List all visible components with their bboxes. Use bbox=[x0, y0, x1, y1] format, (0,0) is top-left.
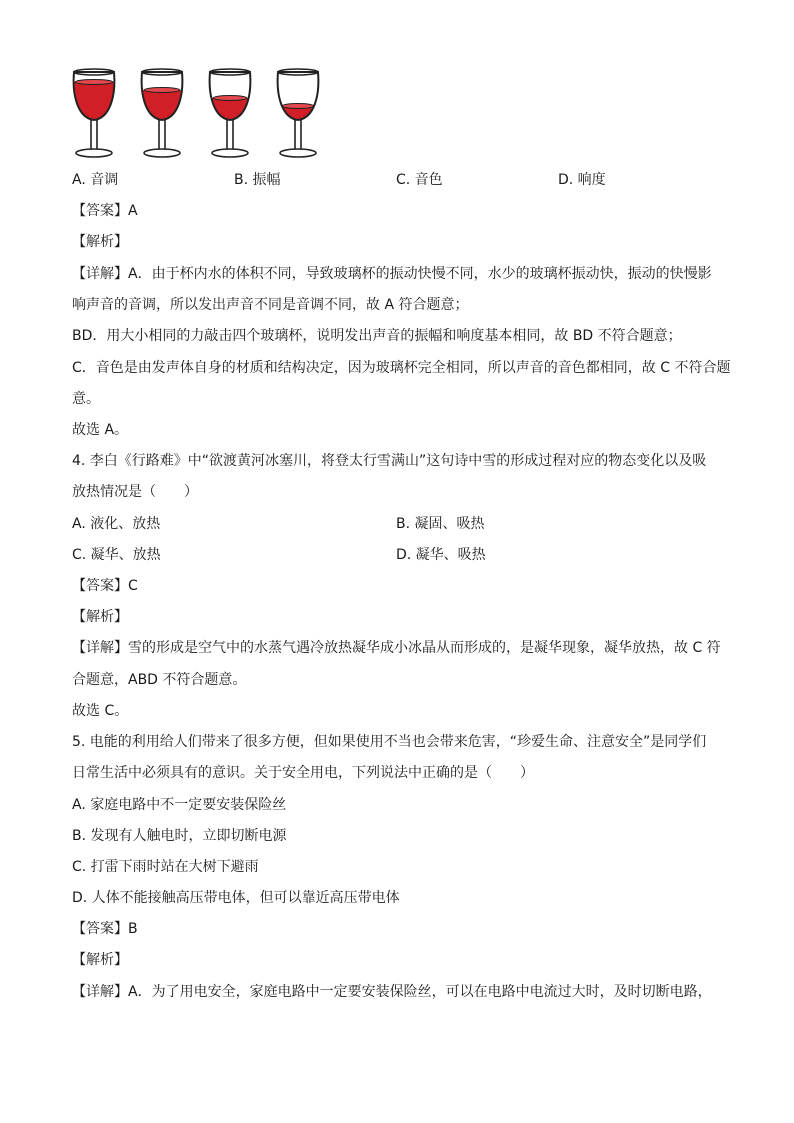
q4-stem-line-1: 4. 李白《行路难》中“欲渡黄河冰塞川，将登太行雪满山”这句诗中雪的形成过程对应的物态变化以及吸 bbox=[72, 453, 707, 469]
q3-answer: 【答案】A bbox=[72, 203, 138, 219]
q5-detail-line-1: 【详解】A．为了用电安全，家庭电路中一定要安装保险丝，可以在电路中电流过大时，及时切断电路， bbox=[72, 984, 712, 1000]
q4-option-d: D. 凝华、吸热 bbox=[396, 547, 486, 563]
q3-detail-line-4: C．音色是由发声体自身的材质和结构决定，因为玻璃杯完全相同，所以声音的音色都相同，故 C 不符合题 bbox=[72, 360, 731, 376]
glass-stem bbox=[159, 120, 165, 150]
glass-base bbox=[280, 149, 316, 157]
q5-answer: 【答案】B bbox=[72, 921, 138, 937]
q4-stem-line-2: 放热情况是（ ） bbox=[72, 484, 198, 500]
wine-glass bbox=[274, 69, 322, 162]
glass-stem bbox=[91, 120, 97, 150]
q3-detail-line-5: 意。 bbox=[72, 391, 100, 407]
q4-option-c: C. 凝华、放热 bbox=[72, 547, 161, 563]
glass-liquid-surface bbox=[75, 80, 113, 85]
q4-detail-line-1: 【详解】雪的形成是空气中的水蒸气遇冷放热凝华成小冰晶从而形成的，是凝华现象，凝华放热，故 C 符 bbox=[72, 640, 721, 656]
q3-analysis-label: 【解析】 bbox=[72, 234, 128, 250]
wine-glass bbox=[206, 69, 254, 158]
q3-option-a: A. 音调 bbox=[72, 172, 119, 188]
q4-answer: 【答案】C bbox=[72, 578, 138, 594]
q3-option-c: C. 音色 bbox=[396, 172, 443, 188]
q5-stem-line-2: 日常生活中必须具有的意识。关于安全用电，下列说法中正确的是（ ） bbox=[72, 765, 534, 781]
glass-stem bbox=[295, 120, 301, 150]
q5-option-d: D. 人体不能接触高压带电体，但可以靠近高压带电体 bbox=[72, 890, 400, 906]
q4-choose: 故选 C。 bbox=[72, 703, 129, 719]
glass-stem bbox=[227, 120, 233, 150]
wine-glasses-figure bbox=[70, 66, 330, 162]
q5-option-c: C. 打雷下雨时站在大树下避雨 bbox=[72, 859, 259, 875]
wine-glass bbox=[70, 69, 118, 157]
glass-base bbox=[212, 149, 248, 157]
glass-liquid-surface bbox=[144, 88, 180, 93]
glass-liquid-surface bbox=[213, 96, 247, 101]
q3-detail-line-3: BD．用大小相同的力敲击四个玻璃杯，说明发出声音的振幅和响度基本相同，故 BD 不符合题意； bbox=[72, 328, 682, 344]
q5-stem-line-1: 5. 电能的利用给人们带来了很多方便，但如果使用不当也会带来危害，“珍爱生命、注意安全”是同学们 bbox=[72, 734, 707, 750]
q3-option-d: D. 响度 bbox=[558, 172, 606, 188]
glass-liquid-surface bbox=[282, 104, 314, 109]
glass-base bbox=[144, 149, 180, 157]
q4-detail-line-2: 合题意，ABD 不符合题意。 bbox=[72, 672, 247, 688]
q5-analysis-label: 【解析】 bbox=[72, 952, 128, 968]
q4-analysis-label: 【解析】 bbox=[72, 609, 128, 625]
q3-choose: 故选 A。 bbox=[72, 422, 129, 438]
q3-detail-line-2: 响声音的音调，所以发出声音不同是音调不同，故 A 符合题意； bbox=[72, 297, 469, 313]
q4-option-b: B. 凝固、吸热 bbox=[396, 516, 485, 532]
q3-option-b: B. 振幅 bbox=[234, 172, 281, 188]
q5-option-b: B. 发现有人触电时，立即切断电源 bbox=[72, 828, 287, 844]
wine-glass bbox=[138, 69, 186, 157]
q3-detail-line-1: 【详解】A．由于杯内水的体积不同，导致玻璃杯的振动快慢不同，水少的玻璃杯振动快，振动的快慢影 bbox=[72, 266, 712, 282]
q5-option-a: A. 家庭电路中不一定要安装保险丝 bbox=[72, 797, 287, 813]
q4-option-a: A. 液化、放热 bbox=[72, 516, 161, 532]
glass-base bbox=[76, 149, 112, 157]
